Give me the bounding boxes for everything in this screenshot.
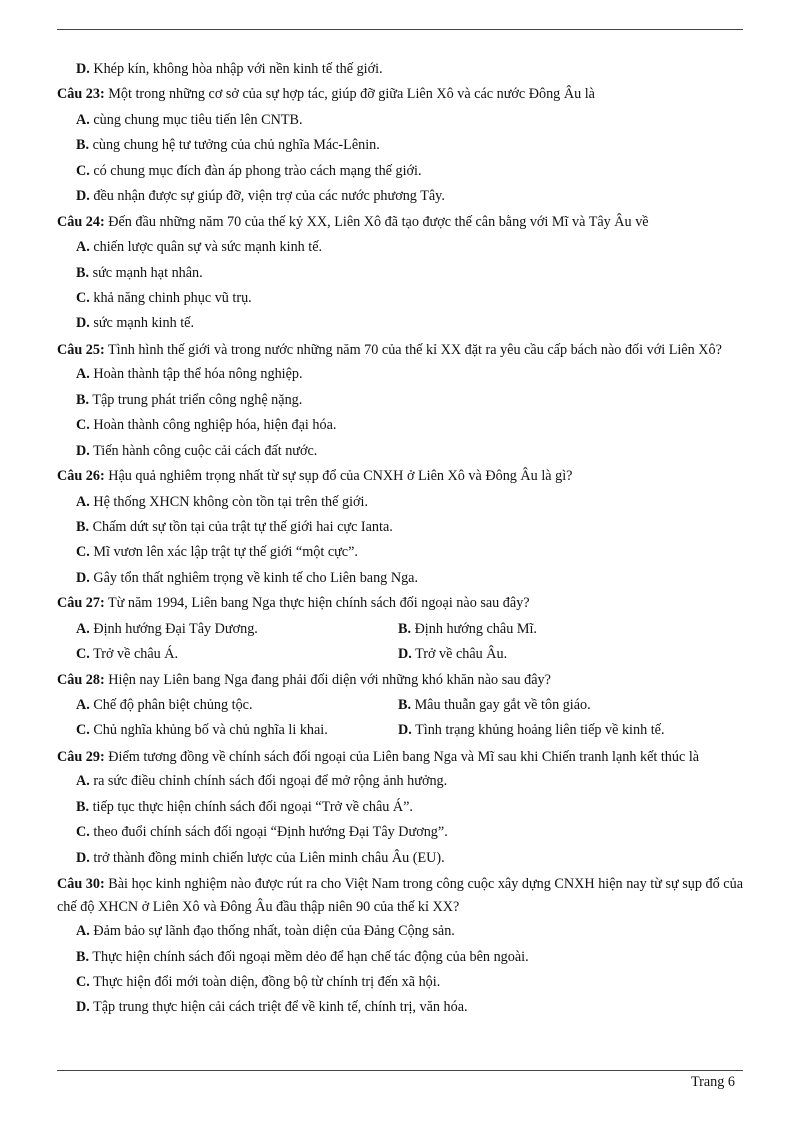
question-label: Câu 25: (57, 341, 105, 358)
option-letter: A. (76, 923, 90, 940)
option-text: Hoàn thành công nghiệp hóa, hiện đại hóa. (93, 417, 337, 434)
option-letter: C. (76, 646, 90, 663)
option-letter: B. (398, 697, 412, 713)
q28-option-b (398, 693, 743, 718)
option-text: Tập trung phát triển công nghệ nặng. (92, 391, 303, 408)
q26-option-d (57, 566, 743, 591)
option-text: Thực hiện chính sách đối ngoại mềm dẻo để hạn chế tác động của bên ngoài. (92, 948, 529, 965)
footer-rule (57, 1070, 743, 1071)
option-text: Chế độ phân biệt chủng tộc. (93, 697, 253, 713)
q30-option-d (57, 995, 743, 1020)
question-24 (57, 210, 743, 235)
option-letter: C. (76, 289, 90, 306)
q23-option-c (57, 159, 743, 184)
option-text: Định hướng châu Mĩ. (414, 620, 537, 637)
q26-option-a (57, 490, 743, 515)
q28-options-row-1 (57, 693, 743, 718)
q29-option-c (57, 820, 743, 845)
question-25 (57, 337, 743, 363)
option-text: cùng chung hệ tư tưởng của chủ nghĩa Mác-Lênin. (92, 137, 380, 154)
option-letter: D. (76, 569, 90, 586)
question-28 (57, 668, 743, 693)
option-text: trở thành đồng minh chiến lược của Liên minh châu Âu (EU). (93, 849, 445, 866)
option-text: Hệ thống XHCN không còn tồn tại trên thế giới. (93, 493, 369, 510)
q30-option-b (57, 945, 743, 970)
option-text: khả năng chinh phục vũ trụ. (93, 289, 252, 306)
q28-option-d (398, 718, 743, 743)
option-letter: C. (76, 824, 90, 841)
q30-option-a (57, 919, 743, 944)
option-letter: D. (76, 999, 90, 1016)
option-text: có chung mục đích đàn áp phong trào cách mạng thế giới. (93, 162, 422, 179)
question-30 (57, 871, 743, 919)
option-letter: D. (398, 722, 412, 739)
option-text: Thực hiện đổi mới toàn diện, đồng bộ từ chính trị đến xã hội. (93, 974, 441, 990)
question-label: Câu 24: (57, 213, 105, 230)
q28-option-a (57, 693, 398, 718)
option-letter: A. (76, 111, 90, 128)
q23-option-a (57, 108, 743, 133)
option-text: Mâu thuẫn gay gắt về tôn giáo. (414, 697, 591, 713)
q29-option-d (57, 846, 743, 871)
option-letter: C. (76, 162, 90, 179)
option-letter: C. (76, 417, 90, 434)
option-text: Định hướng Đại Tây Dương. (93, 620, 258, 637)
q23-option-d (57, 184, 743, 209)
option-text: Hoàn thành tập thể hóa nông nghiệp. (93, 366, 303, 383)
option-letter: D. (398, 646, 412, 663)
option-letter: A. (76, 366, 90, 383)
option-letter: D. (76, 849, 90, 866)
question-label: Câu 23: (57, 86, 105, 103)
q24-option-c (57, 286, 743, 311)
option-letter: B. (76, 518, 90, 535)
option-letter: A. (76, 773, 90, 790)
option-letter: A. (76, 697, 90, 713)
q23-option-b (57, 133, 743, 158)
q29-option-a (57, 769, 743, 794)
q25-option-c (57, 413, 743, 438)
option-text: tiếp tục thực hiện chính sách đối ngoại “Trở về châu Á”. (92, 798, 413, 815)
option-text: đều nhận được sự giúp đỡ, viện trợ của các nước phương Tây. (93, 188, 445, 205)
option-text: Tình trạng khủng hoảng liên tiếp về kinh tế. (415, 722, 665, 739)
question-text: Tình hình thế giới và trong nước những năm 70 của thế kỉ XX đặt ra yêu cầu cấp bách nào đối với Liên Xô? (108, 341, 722, 358)
q27-option-c (57, 642, 398, 667)
question-27 (57, 591, 743, 616)
question-text: Một trong những cơ sở của sự hợp tác, giúp đỡ giữa Liên Xô và các nước Đông Âu là (108, 86, 595, 103)
q27-option-b (398, 617, 743, 642)
header-rule (57, 29, 743, 30)
option-letter: B. (76, 948, 90, 965)
option-text: Tiến hành công cuộc cải cách đất nước. (93, 442, 318, 459)
q27-options-row-1 (57, 617, 743, 642)
option-text: sức mạnh kinh tế. (93, 315, 195, 332)
option-letter: B. (398, 620, 412, 637)
question-text: Từ năm 1994, Liên bang Nga thực hiện chính sách đối ngoại nào sau đây? (108, 595, 530, 612)
q28-option-c (57, 718, 398, 743)
q30-option-c (57, 970, 743, 995)
option-letter: B. (76, 264, 90, 281)
question-label: Câu 30: (57, 876, 105, 893)
option-text: cùng chung mục tiêu tiến lên CNTB. (93, 111, 303, 128)
option-text: Đảm bảo sự lãnh đạo thống nhất, toàn diện của Đảng Cộng sản. (93, 923, 455, 940)
option-letter: B. (76, 391, 90, 408)
option-letter: B. (76, 798, 90, 815)
q25-option-a (57, 362, 743, 387)
q24-option-a (57, 235, 743, 260)
option-letter: C. (76, 722, 90, 739)
q29-option-b (57, 795, 743, 820)
q26-option-c (57, 540, 743, 565)
question-text: Điểm tương đồng về chính sách đối ngoại của Liên bang Nga và Mĩ sau khi Chiến tranh lạnh kết thúc là (108, 748, 700, 765)
option-text: Mĩ vươn lên xác lập trật tự thế giới “một cực”. (93, 544, 358, 561)
option-text: Khép kín, không hòa nhập với nền kinh tế thế giới. (93, 61, 383, 77)
question-text: Hiện nay Liên bang Nga đang phải đối diện với những khó khăn nào sau đây? (108, 671, 551, 688)
option-text: Chấm dứt sự tồn tại của trật tự thế giới hai cực Ianta. (92, 518, 393, 535)
option-letter: C. (76, 544, 90, 561)
q26-option-b (57, 515, 743, 540)
question-26 (57, 464, 743, 489)
option-letter: B. (76, 137, 90, 154)
option-letter: A. (76, 620, 90, 637)
q28-options-row-2 (57, 718, 743, 743)
option-letter: C. (76, 974, 90, 990)
q25-option-b (57, 388, 743, 413)
option-text: Chủ nghĩa khủng bố và chủ nghĩa li khai. (93, 722, 328, 739)
option-text: chiến lược quân sự và sức mạnh kinh tế. (93, 239, 323, 256)
option-text: ra sức điều chỉnh chính sách đối ngoại để mở rộng ảnh hưởng. (93, 773, 448, 790)
q27-option-d (398, 642, 743, 667)
question-text: Bài học kinh nghiệm nào được rút ra cho Việt Nam trong công cuộc xây dựng CNXH hiện nay từ sự sụp đổ của chế độ XHCN ở Liên Xô và Đông Âu đầu thập niên 90 của thế kỉ XX? (57, 876, 743, 915)
option-letter: A. (76, 239, 90, 256)
q22-option-d (57, 57, 743, 82)
option-text: Tập trung thực hiện cải cách triệt để về kinh tế, chính trị, văn hóa. (93, 999, 468, 1016)
q24-option-d (57, 311, 743, 336)
q27-options-row-2 (57, 642, 743, 667)
question-label: Câu 26: (57, 468, 105, 485)
question-text: Hậu quả nghiêm trọng nhất từ sự sụp đổ của CNXH ở Liên Xô và Đông Âu là gì? (108, 468, 573, 485)
question-label: Câu 28: (57, 671, 105, 688)
question-text: Đến đầu những năm 70 của thế kỷ XX, Liên Xô đã tạo được thế cân bằng với Mĩ và Tây Âu về (108, 213, 649, 230)
question-23 (57, 82, 743, 107)
question-label: Câu 29: (57, 748, 105, 765)
q27-option-a (57, 617, 398, 642)
q24-option-b (57, 261, 743, 286)
question-label: Câu 27: (57, 595, 105, 612)
option-text: Trở về châu Âu. (415, 646, 508, 663)
option-text: Gây tổn thất nghiêm trọng về kinh tế cho Liên bang Nga. (93, 569, 419, 586)
option-letter: D. (76, 315, 90, 332)
option-text: Trở về châu Á. (93, 646, 179, 663)
question-29 (57, 744, 743, 770)
option-text: sức mạnh hạt nhân. (92, 264, 203, 281)
option-letter: D. (76, 442, 90, 459)
option-letter: D. (76, 188, 90, 205)
q25-option-d (57, 439, 743, 464)
option-letter: D. (76, 61, 90, 77)
option-text: theo đuổi chính sách đối ngoại “Định hướng Đại Tây Dương”. (93, 824, 448, 841)
page-content (57, 57, 743, 1021)
page-number: Trang 6 (690, 1074, 735, 1090)
option-letter: A. (76, 493, 90, 510)
